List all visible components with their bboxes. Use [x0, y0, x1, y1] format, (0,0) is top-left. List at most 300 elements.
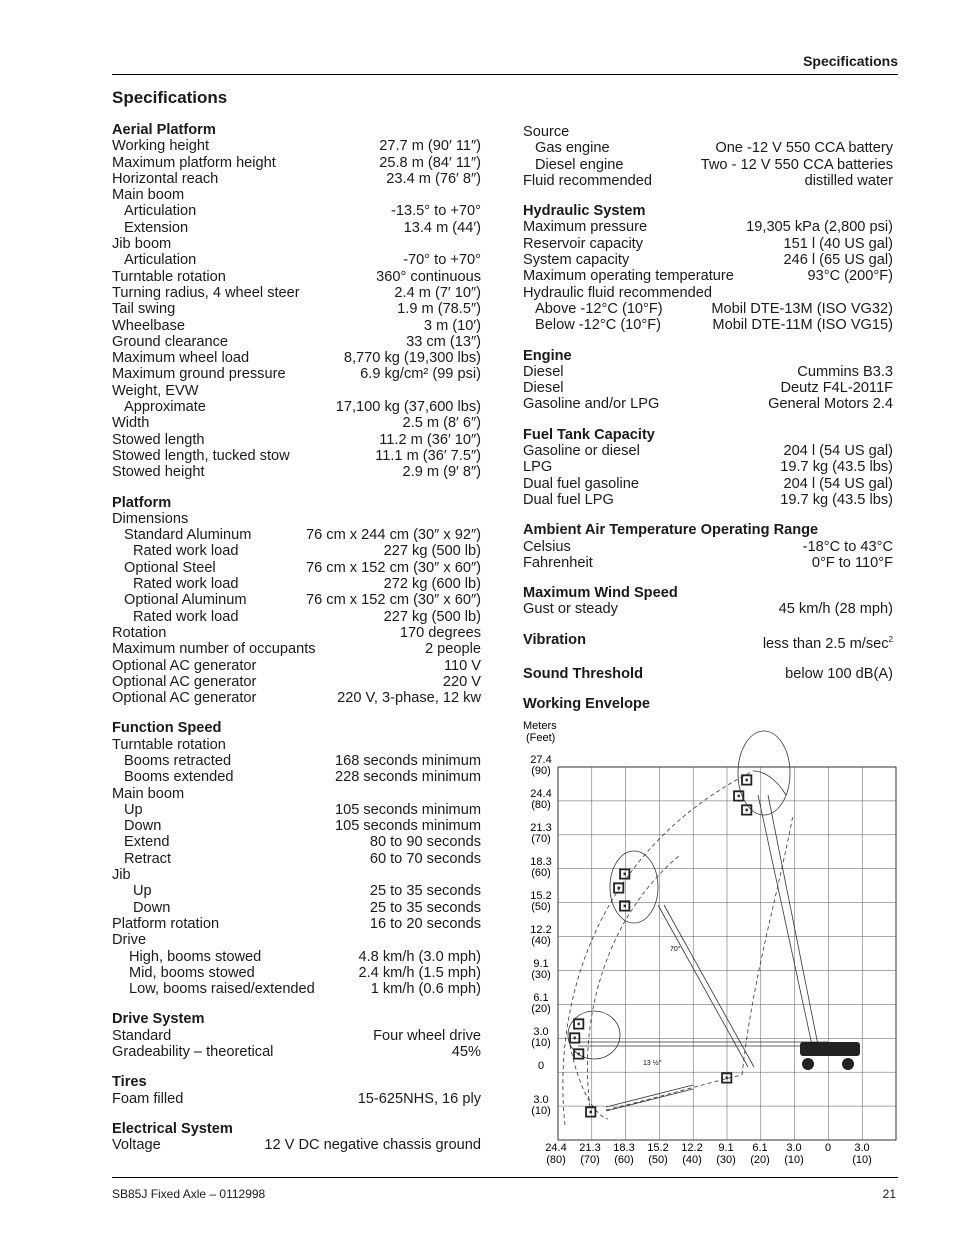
- spec-value: 220 V: [442, 673, 481, 690]
- spec-label: Main boom: [112, 785, 185, 802]
- x-tick-label: (10): [784, 1154, 804, 1166]
- spec-row: [112, 448, 481, 464]
- spec-label: Articulation: [124, 252, 197, 269]
- spec-row: [112, 220, 481, 236]
- spec-value: 246 l (65 US gal): [783, 252, 893, 269]
- spec-value: 11.2 m (36′ 10″): [379, 431, 481, 448]
- x-tick-label: (20): [750, 1154, 770, 1166]
- working-envelope-diagram: [518, 715, 903, 1170]
- spec-row: [112, 802, 481, 818]
- spec-row: [112, 318, 481, 334]
- y-tick-label: (20): [531, 1003, 551, 1015]
- spec-label: Source: [523, 124, 570, 140]
- section-title: Drive System: [112, 1011, 205, 1028]
- svg-text:⊡: ⊡: [732, 788, 746, 805]
- spec-row: [523, 539, 893, 555]
- spec-value: 45 km/h (28 mph): [778, 601, 893, 618]
- spec-value-superscript: 2: [888, 634, 893, 644]
- x-tick-label: 3.0: [854, 1142, 870, 1154]
- y-tick-label: (10): [531, 1037, 551, 1049]
- spec-value: 220 V, 3-phase, 12 kw: [337, 690, 481, 707]
- footer-doc-id: SB85J Fixed Axle – 0112998: [112, 1187, 266, 1201]
- spec-row: [112, 527, 481, 543]
- spec-label: Fluid recommended: [523, 172, 652, 189]
- machine-base: [800, 1042, 860, 1070]
- spec-section: [523, 203, 893, 333]
- spec-row: [523, 219, 893, 235]
- spec-label: Extension: [124, 219, 189, 236]
- spec-value: 2.9 m (9′ 8″): [402, 464, 481, 481]
- x-tick-label: 15.2: [647, 1142, 669, 1154]
- y-tick-label: 0: [537, 1060, 545, 1072]
- spec-row: [112, 543, 481, 559]
- spec-label: Dual fuel gasoline: [523, 475, 640, 492]
- spec-section: [112, 1121, 481, 1154]
- spec-value: 0°F to 110°F: [811, 554, 893, 571]
- spec-label: Booms retracted: [124, 752, 232, 769]
- spec-row: [112, 658, 481, 674]
- spec-label: LPG: [523, 459, 553, 476]
- spec-value: 105 seconds minimum: [334, 818, 481, 835]
- svg-text:⊡: ⊡: [572, 1016, 586, 1033]
- x-tick-label: 18.3: [613, 1142, 635, 1154]
- spec-value: Two - 12 V 550 CCA batteries: [700, 156, 893, 173]
- spec-value: distilled water: [804, 172, 893, 189]
- spec-label: Fahrenheit: [523, 554, 593, 571]
- mid-reach-arc: [587, 855, 680, 1107]
- spec-row: [112, 1091, 481, 1107]
- x-tick-label: 12.2: [681, 1142, 703, 1154]
- jib-boom-mid: [658, 905, 748, 1067]
- y-tick-label: (70): [531, 833, 551, 845]
- spec-label: Gust or steady: [523, 601, 618, 618]
- spec-row: [112, 753, 481, 769]
- spec-row: [523, 459, 893, 475]
- spec-row: [112, 981, 481, 997]
- spec-value: 25.8 m (84′ 11″): [379, 154, 481, 171]
- spec-label: Standard Aluminum: [124, 527, 252, 544]
- spec-row: [523, 601, 893, 617]
- spec-value: Mobil DTE-13M (ISO VG32): [711, 300, 893, 317]
- section-title: Ambient Air Temperature Operating Range: [523, 522, 819, 539]
- spec-row: [112, 609, 481, 625]
- spec-section: [523, 585, 893, 618]
- spec-row: [112, 786, 481, 802]
- y-tick-label: 3.0: [533, 1094, 549, 1106]
- spec-label: Low, booms raised/extended: [129, 981, 315, 998]
- header-rule: [112, 74, 898, 75]
- spec-section: [112, 720, 481, 997]
- spec-row: [523, 173, 893, 189]
- spec-value: 110 V: [443, 657, 481, 674]
- spec-value: 19.7 kg (43.5 lbs): [780, 459, 893, 476]
- spec-label: Articulation: [124, 203, 197, 220]
- spec-value: 45%: [451, 1044, 481, 1061]
- section-title: Fuel Tank Capacity: [523, 426, 655, 443]
- spec-label: Stowed length: [112, 431, 205, 448]
- spec-label: Rated work load: [133, 576, 239, 593]
- spec-value: 170 degrees: [399, 624, 481, 641]
- unit-feet-label: (Feet): [526, 732, 556, 744]
- spec-row: [523, 476, 893, 492]
- spec-value: One -12 V 550 CCA battery: [715, 140, 893, 157]
- spec-row: [112, 236, 481, 252]
- spec-row: [112, 737, 481, 753]
- x-tick-label: (60): [614, 1154, 634, 1166]
- spec-row: [112, 916, 481, 932]
- spec-label: Maximum operating temperature: [523, 268, 734, 285]
- running-header: Specifications: [803, 53, 898, 69]
- spec-label: Tail swing: [112, 301, 176, 318]
- unit-meters-label: Meters: [523, 720, 557, 732]
- spec-value: 4.8 km/h (3.0 mph): [358, 948, 481, 965]
- spec-value: 1.9 m (78.5″): [397, 301, 481, 318]
- spec-label: Optional AC generator: [112, 673, 257, 690]
- spec-value: 360° continuous: [376, 268, 481, 285]
- spec-row: [112, 625, 481, 641]
- spec-value: 6.9 kg/cm² (99 psi): [360, 366, 481, 383]
- spec-label: Hydraulic fluid recommended: [523, 284, 712, 301]
- spec-row: [523, 236, 893, 252]
- spec-label: Above -12°C (10°F): [535, 300, 663, 317]
- spec-label: Gasoline and/or LPG: [523, 396, 660, 413]
- x-tick-label: 21.3: [579, 1142, 601, 1154]
- y-tick-label: (90): [531, 765, 551, 777]
- y-tick-label: (10): [531, 1105, 551, 1117]
- envelope-x-ticks: [545, 1142, 871, 1166]
- spec-value: 272 kg (600 lb): [383, 576, 481, 593]
- spec-row: [112, 1044, 481, 1060]
- spec-row: [112, 399, 481, 415]
- spec-section: [523, 124, 893, 189]
- spec-label: System capacity: [523, 252, 630, 269]
- spec-label: Working height: [112, 138, 210, 155]
- spec-row: [523, 380, 893, 396]
- spec-row: [112, 818, 481, 834]
- spec-value: 227 kg (500 lb): [383, 543, 481, 560]
- spec-label: Turning radius, 4 wheel steer: [112, 284, 300, 301]
- spec-value: 204 l (54 US gal): [783, 443, 893, 460]
- angle-annotation-13-5: 13 ½°: [643, 1060, 662, 1067]
- spec-value: 204 l (54 US gal): [783, 475, 893, 492]
- y-tick-label: (30): [531, 969, 551, 981]
- spec-section: [523, 348, 893, 413]
- spec-label: Down: [133, 899, 171, 916]
- spec-row: [112, 171, 481, 187]
- section-title: Platform: [112, 494, 172, 511]
- spec-label: Turntable rotation: [112, 268, 226, 285]
- spec-row: [523, 396, 893, 412]
- spec-value: 2 people: [425, 641, 481, 658]
- svg-text:⊡: ⊡: [618, 866, 632, 883]
- spec-label: Dual fuel LPG: [523, 491, 614, 508]
- spec-label: Diesel engine: [535, 156, 624, 173]
- spec-value: 60 to 70 seconds: [369, 850, 481, 867]
- svg-text:⊡: ⊡: [740, 772, 754, 789]
- spec-value: 25 to 35 seconds: [369, 883, 481, 900]
- spec-label: Celsius: [523, 538, 571, 555]
- x-tick-label: (80): [546, 1154, 566, 1166]
- spec-row: [112, 851, 481, 867]
- spec-row: [112, 301, 481, 317]
- spec-row: [523, 443, 893, 459]
- x-tick-label: (10): [852, 1154, 872, 1166]
- spec-section: [112, 495, 481, 707]
- footer-rule: [112, 1177, 898, 1178]
- spec-row: [523, 555, 893, 571]
- spec-row: [523, 124, 893, 140]
- spec-row: [112, 867, 481, 883]
- spec-value: -13.5° to +70°: [391, 203, 481, 220]
- spec-value: 168 seconds minimum: [334, 752, 481, 769]
- spec-label: Optional Aluminum: [124, 592, 247, 609]
- spec-value: [763, 632, 893, 652]
- spec-value: 2.5 m (8′ 6″): [402, 415, 481, 432]
- section-title: Maximum Wind Speed: [523, 585, 678, 602]
- spec-row: [112, 592, 481, 608]
- spec-section: [523, 522, 893, 571]
- spec-row: [112, 334, 481, 350]
- spec-value: 105 seconds minimum: [334, 801, 481, 818]
- spec-row: [112, 1137, 481, 1153]
- y-tick-label: (50): [531, 901, 551, 913]
- spec-row: [112, 1028, 481, 1044]
- inner-arc: [742, 815, 793, 1075]
- x-tick-label: 24.4: [545, 1142, 567, 1154]
- page-number: 21: [882, 1187, 896, 1201]
- spec-row: [523, 268, 893, 284]
- section-title: Aerial Platform: [112, 122, 216, 138]
- spec-label: Retract: [124, 850, 172, 867]
- section-title: Vibration: [523, 631, 586, 648]
- spec-label: Ground clearance: [112, 333, 229, 350]
- spec-label: Weight, EVW: [112, 382, 199, 399]
- spec-label: Mid, booms stowed: [129, 964, 255, 981]
- spec-value: [785, 666, 893, 682]
- spec-row: [112, 366, 481, 382]
- spec-label: Gasoline or diesel: [523, 443, 640, 460]
- lower-boom: [606, 1085, 693, 1107]
- section-title: Hydraulic System: [523, 203, 646, 220]
- spec-label: Maximum pressure: [523, 219, 648, 236]
- spec-row: [112, 949, 481, 965]
- main-boom-vertical: [768, 795, 818, 1045]
- spec-row: [112, 641, 481, 657]
- y-tick-label: 3.0: [533, 1026, 549, 1038]
- angle-annotation-70: 70°: [670, 946, 681, 953]
- spec-label: Foam filled: [112, 1090, 184, 1107]
- spec-label: Below -12°C (10°F): [535, 317, 662, 334]
- spec-label: Horizontal reach: [112, 170, 219, 187]
- spec-value-text: less than 2.5 m/sec: [762, 635, 889, 652]
- spec-value: 11.1 m (36′ 7.5″): [375, 447, 481, 464]
- y-tick-label: 9.1: [533, 958, 549, 970]
- y-tick-label: (40): [531, 935, 551, 947]
- spec-row: [112, 203, 481, 219]
- y-tick-label: 24.4: [530, 788, 552, 800]
- spec-row: [112, 383, 481, 399]
- svg-text:⊡: ⊡: [618, 898, 632, 915]
- spec-label: Voltage: [112, 1137, 161, 1154]
- left-column: [112, 122, 481, 1168]
- section-title: Sound Threshold: [523, 665, 643, 682]
- inline-spec: [523, 666, 893, 682]
- spec-row: [112, 576, 481, 592]
- svg-text:⊡: ⊡: [568, 1030, 582, 1047]
- spec-section: [523, 427, 893, 508]
- spec-value: General Motors 2.4: [768, 396, 893, 413]
- svg-text:⊡: ⊡: [584, 1104, 598, 1121]
- spec-label: Optional AC generator: [112, 690, 257, 707]
- svg-text:⊡: ⊡: [720, 1070, 734, 1087]
- spec-value: 12 V DC negative chassis ground: [264, 1137, 481, 1154]
- spec-value: 3 m (10′): [423, 317, 481, 334]
- spec-label: Turntable rotation: [112, 736, 226, 753]
- section-title: Tires: [112, 1074, 147, 1091]
- y-tick-label: (80): [531, 799, 551, 811]
- x-tick-label: 9.1: [718, 1142, 734, 1154]
- spec-value: 27.7 m (90′ 11″): [379, 138, 481, 155]
- envelope-curves: [563, 731, 828, 1125]
- x-tick-label: 3.0: [786, 1142, 802, 1154]
- spec-value: Mobil DTE-11M (ISO VG15): [712, 317, 893, 334]
- spec-label: Maximum number of occupants: [112, 641, 316, 658]
- spec-value: 13.4 m (44′): [403, 219, 481, 236]
- spec-value: 23.4 m (76′ 8″): [386, 170, 481, 187]
- spec-value: 16 to 20 seconds: [369, 915, 481, 932]
- spec-row: [112, 965, 481, 981]
- spec-row: [112, 464, 481, 480]
- spec-label: Dimensions: [112, 510, 189, 527]
- y-tick-label: (60): [531, 867, 551, 879]
- spec-row: [112, 187, 481, 203]
- spec-value: 25 to 35 seconds: [369, 899, 481, 916]
- envelope-title: Working Envelope: [523, 696, 651, 713]
- spec-label: Maximum wheel load: [112, 350, 250, 367]
- spec-label: Up: [133, 883, 152, 900]
- x-tick-label: (50): [648, 1154, 668, 1166]
- spec-value: Four wheel drive: [373, 1027, 481, 1044]
- spec-label: Maximum platform height: [112, 154, 276, 171]
- spec-value: 80 to 90 seconds: [369, 834, 481, 851]
- lower-boom-2: [606, 1089, 693, 1111]
- spec-row: [112, 769, 481, 785]
- spec-row: [112, 269, 481, 285]
- spec-value: 19.7 kg (43.5 lbs): [780, 491, 893, 508]
- spec-row: [112, 560, 481, 576]
- x-tick-label: (30): [716, 1154, 736, 1166]
- spec-value: 76 cm x 152 cm (30″ x 60″): [306, 592, 481, 609]
- spec-label: Stowed height: [112, 464, 205, 481]
- spec-label: Stowed length, tucked stow: [112, 447, 290, 464]
- spec-row: [112, 900, 481, 916]
- section-title: Engine: [523, 347, 572, 364]
- spec-label: Drive: [112, 932, 147, 949]
- spec-row: [523, 492, 893, 508]
- spec-section: [112, 1074, 481, 1107]
- spec-value: 76 cm x 244 cm (30″ x 92″): [306, 527, 481, 544]
- spec-label: Wheelbase: [112, 317, 186, 334]
- spec-label: Optional AC generator: [112, 657, 257, 674]
- page-title: Specifications: [112, 88, 228, 107]
- spec-row: [523, 285, 893, 301]
- spec-row: [523, 301, 893, 317]
- spec-row: [112, 834, 481, 850]
- spec-label: Width: [112, 415, 150, 432]
- spec-value: 19,305 kPa (2,800 psi): [746, 219, 893, 236]
- spec-value: 8,770 kg (19,300 lbs): [343, 350, 481, 367]
- spec-row: [523, 317, 893, 333]
- spec-row: [112, 155, 481, 171]
- spec-row: [112, 252, 481, 268]
- right-column: [523, 124, 893, 712]
- spec-row: [112, 674, 481, 690]
- spec-value: 228 seconds minimum: [334, 769, 481, 786]
- spec-row: [523, 140, 893, 156]
- y-tick-label: 27.4: [530, 754, 552, 766]
- spec-value: 15-625NHS, 16 ply: [357, 1090, 481, 1107]
- spec-label: High, booms stowed: [129, 948, 262, 965]
- spec-label: Standard: [112, 1027, 172, 1044]
- inline-spec: [523, 632, 893, 652]
- envelope-y-ticks: [530, 754, 551, 1117]
- spec-value: 76 cm x 152 cm (30″ x 60″): [306, 559, 481, 576]
- spec-value: -70° to +70°: [403, 252, 481, 269]
- y-tick-label: 12.2: [530, 924, 552, 936]
- spec-row: [112, 690, 481, 706]
- spec-label: Maximum ground pressure: [112, 366, 286, 383]
- spec-label: Booms extended: [124, 769, 234, 786]
- x-tick-label: (40): [682, 1154, 702, 1166]
- spec-value: Cummins B3.3: [797, 363, 893, 380]
- svg-text:⊡: ⊡: [572, 1046, 586, 1063]
- spec-value: 93°C (200°F): [807, 268, 893, 285]
- spec-row: [523, 252, 893, 268]
- svg-text:⊡: ⊡: [612, 880, 626, 897]
- spec-label: Down: [124, 818, 162, 835]
- platform-glyphs: [568, 772, 753, 1121]
- section-title: Electrical System: [112, 1120, 233, 1137]
- spec-row: [112, 932, 481, 948]
- spec-label: Optional Steel: [124, 559, 216, 576]
- jib-boom-mid-2: [664, 905, 754, 1067]
- spec-label: Rated work load: [133, 543, 239, 560]
- spec-label: Platform rotation: [112, 915, 220, 932]
- spec-value: 33 cm (13″): [406, 333, 481, 350]
- spec-section: [112, 1011, 481, 1060]
- spec-row: [112, 285, 481, 301]
- spec-row: [112, 511, 481, 527]
- spec-row: [112, 415, 481, 431]
- section-title: Function Speed: [112, 720, 222, 737]
- svg-text:⊡: ⊡: [740, 802, 754, 819]
- y-tick-label: 21.3: [530, 822, 552, 834]
- spec-row: [112, 883, 481, 899]
- spec-label: Diesel: [523, 363, 564, 380]
- x-tick-label: (70): [580, 1154, 600, 1166]
- spec-label: Rated work load: [133, 608, 239, 625]
- spec-label: Main boom: [112, 187, 185, 204]
- spec-label: Up: [124, 801, 143, 818]
- spec-value: 2.4 m (7′ 10″): [394, 284, 481, 301]
- spec-value-text: below 100 dB(A): [785, 665, 893, 682]
- spec-label: Diesel: [523, 380, 564, 397]
- spec-row: [112, 138, 481, 154]
- y-tick-label: 6.1: [533, 992, 549, 1004]
- spec-value: Deutz F4L-2011F: [780, 380, 893, 397]
- spec-row: [112, 432, 481, 448]
- spec-value: 1 km/h (0.6 mph): [370, 981, 481, 998]
